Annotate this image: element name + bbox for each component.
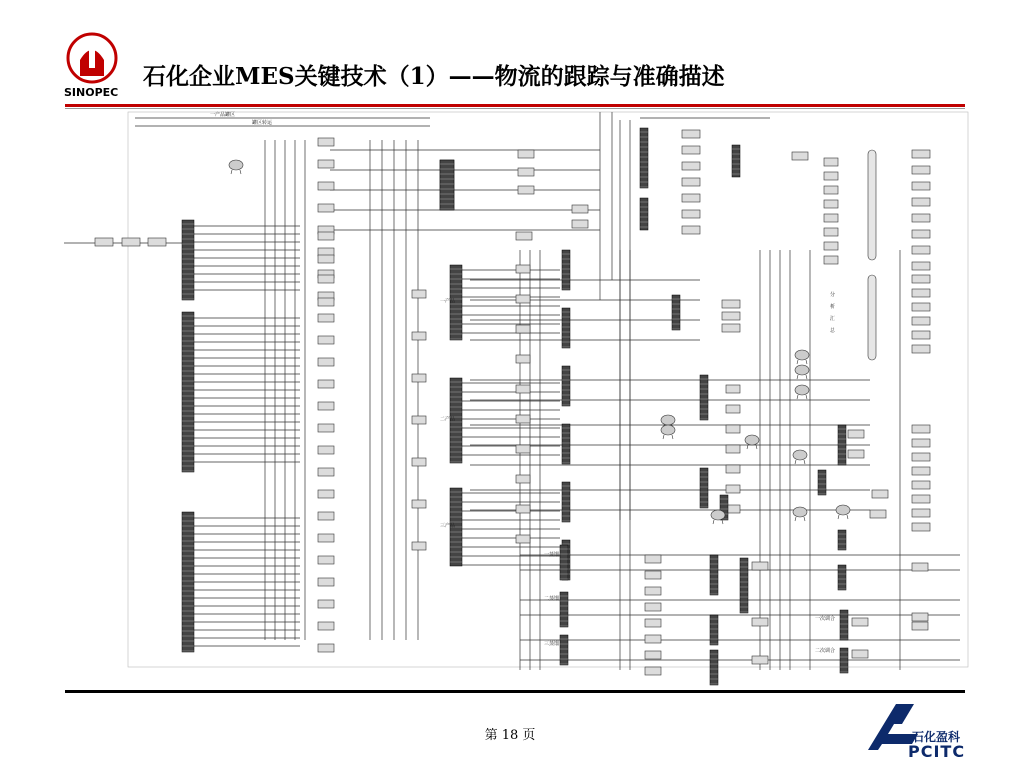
unit-box [645,651,661,659]
unit-box [318,534,334,542]
unit-box [572,205,588,213]
tank-icon [661,415,675,425]
feed-box [122,238,140,246]
unit-box [752,656,768,664]
feed-box [95,238,113,246]
unit-box [318,204,334,212]
unit-box [318,255,334,263]
unit-box [912,246,930,254]
unit-box [318,402,334,410]
unit-box [824,186,838,194]
unit-box [645,587,661,595]
unit-box [516,265,530,273]
unit-box [726,425,740,433]
unit-box [912,495,930,503]
pcitc-logo-text-cn: 石化盈科 [912,730,961,744]
unit-box [912,481,930,489]
unit-box [318,275,334,283]
unit-box [318,446,334,454]
section-label: 一蒸馏 [544,552,560,558]
unit-box [912,509,930,517]
tank-icon [795,365,809,375]
unit-box [645,635,661,643]
blend-column [560,545,568,580]
unit-box [518,150,534,158]
summary-pill [868,275,876,360]
unit-box [912,198,930,206]
unit-box [824,158,838,166]
top-label: 罐区转运 [252,120,273,126]
section-label: 一产品 [440,298,456,305]
unit-box [912,563,928,571]
section-label: 二蒸馏 [544,596,560,602]
unit-box [912,425,930,433]
unit-box [645,571,661,579]
small-column [672,295,680,330]
unit-box [752,618,768,626]
unit-box [726,385,740,393]
unit-box [318,358,334,366]
unit-box [318,622,334,630]
unit-box [872,490,888,498]
unit-box [412,332,426,340]
unit-box [516,445,530,453]
small-column [640,198,648,230]
page-title: 石化企业MES关键技术（1）——物流的跟踪与准确描述 [143,63,725,90]
unit-box [792,152,808,160]
unit-box [682,130,700,138]
unit-box [318,512,334,520]
unit-box [824,228,838,236]
unit-box [516,325,530,333]
unit-box [912,275,930,283]
small-column [838,530,846,550]
unit-box [824,214,838,222]
unit-box [412,290,426,298]
unit-box [682,210,700,218]
tank-icon [836,505,850,515]
unit-box [318,298,334,306]
unit-box [722,312,740,320]
unit-box [912,289,930,297]
unit-box [682,226,700,234]
small-column [818,470,826,495]
unit-box [852,650,868,658]
unit-box [912,230,930,238]
unit-box [852,618,868,626]
unit-box [912,622,928,630]
unit-box [722,300,740,308]
blend-column [560,592,568,627]
tank-icon [661,425,675,435]
unit-box [518,168,534,176]
unit-box [726,465,740,473]
group-label: 总 [830,328,836,334]
top-label: 一产品罐区 [210,112,236,118]
summary-pills [868,150,876,360]
unit-box [516,355,530,363]
unit-box [752,562,768,570]
small-column [700,375,708,420]
section-label: 二产品 [440,416,456,423]
unit-box [516,385,530,393]
unit-box [318,160,334,168]
unit-box [912,166,930,174]
blend-label: 一次调合 [815,616,836,622]
tank-icon [711,510,725,520]
unit-box [516,415,530,423]
unit-box [318,490,334,498]
blend-column [840,648,848,673]
tank-icon [745,435,759,445]
unit-box [912,467,930,475]
unit-box [870,510,886,518]
unit-box [645,667,661,675]
unit-box [824,242,838,250]
small-column [838,565,846,590]
blend-column [710,615,718,645]
section-label: 三蒸馏 [544,641,560,647]
unit-box [572,220,588,228]
unit-box [412,458,426,466]
unit-box [318,336,334,344]
unit-box [412,542,426,550]
unit-box [912,317,930,325]
unit-box [824,172,838,180]
tank-icon [795,350,809,360]
group-label: 分 [830,292,836,298]
tank-icon [793,450,807,460]
small-column [732,145,740,177]
unit-box [848,450,864,458]
unit-box [318,578,334,586]
unit-box [912,345,930,353]
unit-box [645,603,661,611]
unit-box [318,644,334,652]
unit-box [726,485,740,493]
unit-box [722,324,740,332]
unit-box [318,556,334,564]
unit-box [912,613,928,621]
section-label: 三产品 [440,523,456,529]
distribution-columns [182,128,848,685]
group-label: 析 [830,304,836,310]
unit-box [318,380,334,388]
pcitc-logo-text-en: PCITC [908,742,966,761]
unit-box [318,314,334,322]
blend-column [560,635,568,665]
unit-box [645,555,661,563]
unit-box [516,505,530,513]
blend-column [840,610,848,640]
unit-box [824,256,838,264]
sinopec-logo-text: SINOPEC [64,86,119,99]
tank-icon [793,507,807,517]
footer-rule [65,690,965,693]
unit-box [645,619,661,627]
unit-box [912,303,930,311]
unit-box [824,200,838,208]
blend-label: 二次调合 [815,648,836,654]
summary-pill [868,150,876,260]
unit-box [318,600,334,608]
unit-box [912,439,930,447]
unit-box [516,535,530,543]
unit-box [318,182,334,190]
distribution-column [182,220,194,300]
unit-box [518,186,534,194]
unit-box [912,453,930,461]
unit-boxes [95,130,930,675]
tank-icon [795,385,809,395]
unit-box [516,295,530,303]
unit-box [412,416,426,424]
unit-box [318,232,334,240]
unit-box [912,150,930,158]
unit-box [682,194,700,202]
unit-box [682,178,700,186]
blend-column [710,650,718,685]
unit-box [912,523,930,531]
unit-box [912,214,930,222]
group-label: 汇 [830,316,836,322]
feed-box [148,238,166,246]
unit-box [912,331,930,339]
unit-box [318,424,334,432]
unit-box [412,500,426,508]
unit-box [318,138,334,146]
unit-box [726,405,740,413]
unit-box [516,232,532,240]
tank-icon [229,160,243,170]
blend-column [740,558,748,613]
unit-box [848,430,864,438]
unit-box [682,146,700,154]
unit-box [912,182,930,190]
unit-box [318,468,334,476]
unit-box [726,445,740,453]
unit-box [516,475,530,483]
unit-box [682,162,700,170]
crude-column [440,160,454,210]
page-number: 第 18 页 [484,728,536,743]
unit-box [412,374,426,382]
unit-box [912,262,930,270]
